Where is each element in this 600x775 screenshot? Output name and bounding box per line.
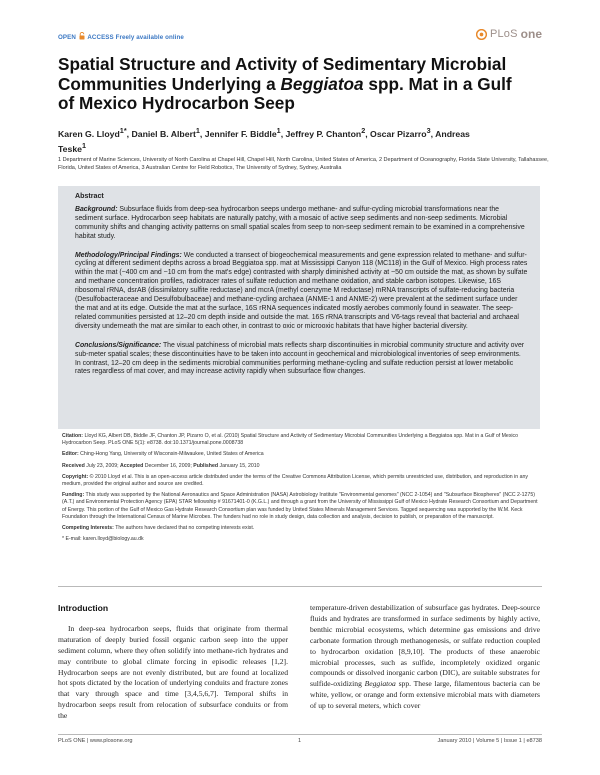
top-bar <box>58 26 542 46</box>
published-label: Published <box>193 462 219 469</box>
funding <box>62 492 542 521</box>
footer-journal[interactable]: PLoS ONE | www.plosone.org <box>58 738 133 744</box>
citation-text: Lloyd KG, Albert DB, Biddle JF, Chanton JP, Pizarro O, et al. (2010) Spatial Structure and Activity of Sedimentary Microbial Communities Underlying a Beggiatoa spp. Mat in a Gulf of Mexico Hydrocarbon Seep. PLoS ONE 5(1): e8738. doi:10.1371/journal.pone.0008738 <box>62 433 519 447</box>
intro-left-column <box>58 603 288 722</box>
citation-label: Citation: <box>62 433 84 439</box>
abstract-heading: Abstract <box>75 192 104 200</box>
author-6-surname: Teske <box>58 143 82 154</box>
copyright-label: Copyright: <box>62 473 89 480</box>
background-label: Background: <box>75 205 118 213</box>
intro-right-italic: Beggiatoa <box>364 679 396 689</box>
copyright <box>62 474 542 488</box>
author-6-sup: 1 <box>82 140 87 150</box>
intro-right-paragraph <box>310 603 540 712</box>
article-metadata <box>62 433 542 547</box>
author-3: , Jennifer F. Biddle <box>199 128 277 139</box>
access-word: ACCESS <box>87 34 114 41</box>
published-text: January 15, 2010 <box>218 462 260 469</box>
methods-text: We conducted a transect of biogeochemical measurements and gene expression related to methane- and sulfur-cycling at different sediment depths across a broad Beggiatoa spp. mat at Mississippi Canyon 118 (MC118) in the Gulf of Mexico. High process rates within the mat (~400 cm and ~10 cm from the mat's edge) contrasted with sharply diminished activity at ~50 cm outside the mat, as shown by sulfate and methane concentration profiles, radiotracer rates of sulfate reduction and methane oxidation, and stable carbon isotopes. Likewise, 16S ribosomal rRNA, dsrAB (dissimilatory sulfite reductase) and mcrA (methyl coenzyme M reductase) mRNA transcripts of sulfate-reducing bacteria (Desulfobacteraceae and Desulfobulbaceae) and methane-cycling archaea (ANME-1 and ANME-2) were prevalent at the sediment surface under the mat and at its edge. Outside the mat at the surface, 16S rRNA sequences indicated mostly aerobes commonly found in seawater. The seep-related communities persisted at 12–20 cm depth inside and outside the mat. 16S rRNA transcripts and V6-tags reveal that bacterial and archaeal diversity underneath the mat are similar to each other, in contrast to oxic or microoxic habitats that have higher bacterial diversity. <box>75 251 528 330</box>
intro-right-text-a: temperature-driven destabilization of subsurface gas hydrates. Deep-source fluids and hydrates are transformed in surface sediments by highly active, benthic microbial ecosystems, which determine gas emissions and drive carbonate formation through methanogenesis, or sulfate reduction coupled to hydrocarbon oxidation [8,9,10]. The products of these anaerobic microbial processes, such as sulfide, incompletely oxidized organic compounds or dissolved inorganic carbon (DIC), are suitable substrates for sulfide-oxidizing <box>310 603 540 689</box>
author-list <box>58 125 548 155</box>
title-italic: Beggiatoa <box>280 73 364 94</box>
footer-divider <box>58 734 542 735</box>
author-2-sup: 1 <box>195 126 200 135</box>
competing-text: The authors have declared that no competing interests exist. <box>113 525 255 532</box>
conclusions-text: The visual patchiness of microbial mats reflects sharp discontinuities in microbial community structure and activity over sub-meter spatial scales; these discontinuities have to be taken into account in geochemical and microbiological inventories of seep environments. In contrast, 12–20 cm deep in the sediments microbial communities performing methane-cycling and sulfate reduction persist at lower metabolic rates regardless of mat cover, and may increase activity rapidly when subsurface flow changes. <box>75 341 525 376</box>
email[interactable] <box>62 536 542 543</box>
intro-heading: Introduction <box>58 603 109 613</box>
author-1-sup: 1* <box>119 126 127 135</box>
background-text: Subsurface fluids from deep-sea hydrocarbon seeps undergo methane- and sulfur-cycling microbial transformations near the sediment surface. Hydrocarbon seep habitats are naturally patchy, with a mosaic of active seep sediments and non-seep sediments. Microbial community shifts and changing activity patterns on small spatial scales from seep to non-seep sediment remain to be examined in a comprehensive habitat study. <box>75 205 525 240</box>
abstract-box <box>58 186 540 429</box>
dates <box>62 463 542 470</box>
author-2: , Daniel B. Albert <box>126 128 196 139</box>
page-footer <box>58 738 542 748</box>
competing-interests <box>62 525 542 532</box>
email-link[interactable]: * E-mail: karen.lloyd@biology.au.dk <box>62 536 144 543</box>
editor <box>62 451 542 458</box>
open-access-label <box>58 32 184 42</box>
author-4-sup: 2 <box>361 126 366 135</box>
intro-left-text: In deep-sea hydrocarbon seeps, fluids that originate from thermal maturation of deeply buried fossil organic carbon seep into the upper sediment column, where they often solidify into methane-rich hydrates and may contribute to global climate forcing in episodic releases [1,2]. Hydrocarbon seeps are not evenly distributed, but are found at localized hot spots dictated by the location of underlying conduits and fracture zones that vary through space and time [3,4,5,6,7]. Temporal shifts in hydrocarbon seeps result from relocation of subsurface conduits or from the <box>58 623 288 721</box>
freely-available-text: Freely available online <box>115 34 184 41</box>
footer-issue: January 2010 | Volume 5 | Issue 1 | e8738 <box>437 738 542 744</box>
citation <box>62 433 542 447</box>
intro-right-column <box>310 603 540 712</box>
plos-one-logo <box>476 26 542 42</box>
competing-label: Competing Interests: <box>62 525 114 532</box>
footer-page-number: 1 <box>298 738 302 744</box>
title-line-2b: spp. Mat in a Gulf <box>363 73 512 94</box>
brand-plos: PLoS <box>489 28 518 40</box>
copyright-text: © 2010 Lloyd et al. This is an open-access article distributed under the terms of the Creative Commons Attribution License, which permits unrestricted use, distribution, and reproduction in any medium, provided the original author and source are credited. <box>62 473 528 488</box>
author-1: Karen G. Lloyd <box>58 128 120 139</box>
conclusions-label: Conclusions/Significance: <box>75 341 162 349</box>
author-3-sup: 1 <box>276 126 281 135</box>
abstract-background <box>75 206 528 242</box>
lock-icon <box>79 32 85 42</box>
brand-one: one <box>520 27 542 41</box>
received-label: Received <box>62 462 85 469</box>
title-line-2a: Communities Underlying a <box>58 73 281 94</box>
affiliations: 1 Department of Marine Sciences, University of North Carolina at Chapel Hill, Chapel Hill, North Carolina, United States of America, 2 Department of Oceanography, Florida State University, Tallahassee, Florida, United States of America, 3 Australian Centre for Field Robotics, The University of Sydney, Sydney, Australia <box>58 157 549 172</box>
abstract-content <box>75 192 528 387</box>
title-line-1: Spatial Structure and Activity of Sedimentary Microbial <box>58 54 507 74</box>
open-access-word: OPEN <box>58 34 76 41</box>
section-divider <box>58 586 542 587</box>
intro-right-text-b: spp. These large, filamentous bacteria can be white, yellow, or orange and form extensive microbial mats with diameters of up to several meters, which cover <box>310 679 540 711</box>
author-4: , Jeffrey P. Chanton <box>280 128 362 139</box>
methods-label: Methodology/Principal Findings: <box>75 251 182 259</box>
funding-text: This study was supported by the National Aeronautics and Space Administration (NASA) Astrobiology Institute "Environmental genomes" (NCC 2-1054) and "Subsurface Biospheres" (NCC 2-1275) (A.T.) and Environmental Protection Agency (EPA) STAR fellowship # 91671401-0 (K.G.L.) and through a grant from the University of Mississippi Gulf of Mexico Hydrate Research Consortium and Department of Energy. This portion of the Gulf of Mexico Gas Hydrate Research Consortium plan was funded by United States Minerals Management Services. Tagged sequencing was supported by the W.M. Keck Foundation through the International Census of Marine Microbes. The funders had no role in study design, data collection and analysis, decision to publish, or preparation of the manuscript. <box>62 492 538 520</box>
title-line-3: of Mexico Hydrocarbon Seep <box>58 93 295 113</box>
editor-label: Editor: <box>62 451 79 458</box>
article-title <box>58 55 558 114</box>
accepted-label: Accepted <box>119 462 144 469</box>
author-5-sup: 3 <box>426 126 431 135</box>
abstract-conclusions <box>75 342 528 378</box>
funding-label: Funding: <box>62 492 85 499</box>
author-6: , Andreas <box>430 128 470 139</box>
author-5: , Oscar Pizarro <box>365 128 427 139</box>
abstract-methods <box>75 252 528 332</box>
accepted-text: December 16, 2009; <box>143 462 194 469</box>
received-text: July 23, 2009; <box>84 462 120 469</box>
editor-text: Ching-Hong Yang, University of Wisconsin-Milwaukee, United States of America <box>78 451 264 458</box>
plos-logo-icon <box>476 29 487 40</box>
